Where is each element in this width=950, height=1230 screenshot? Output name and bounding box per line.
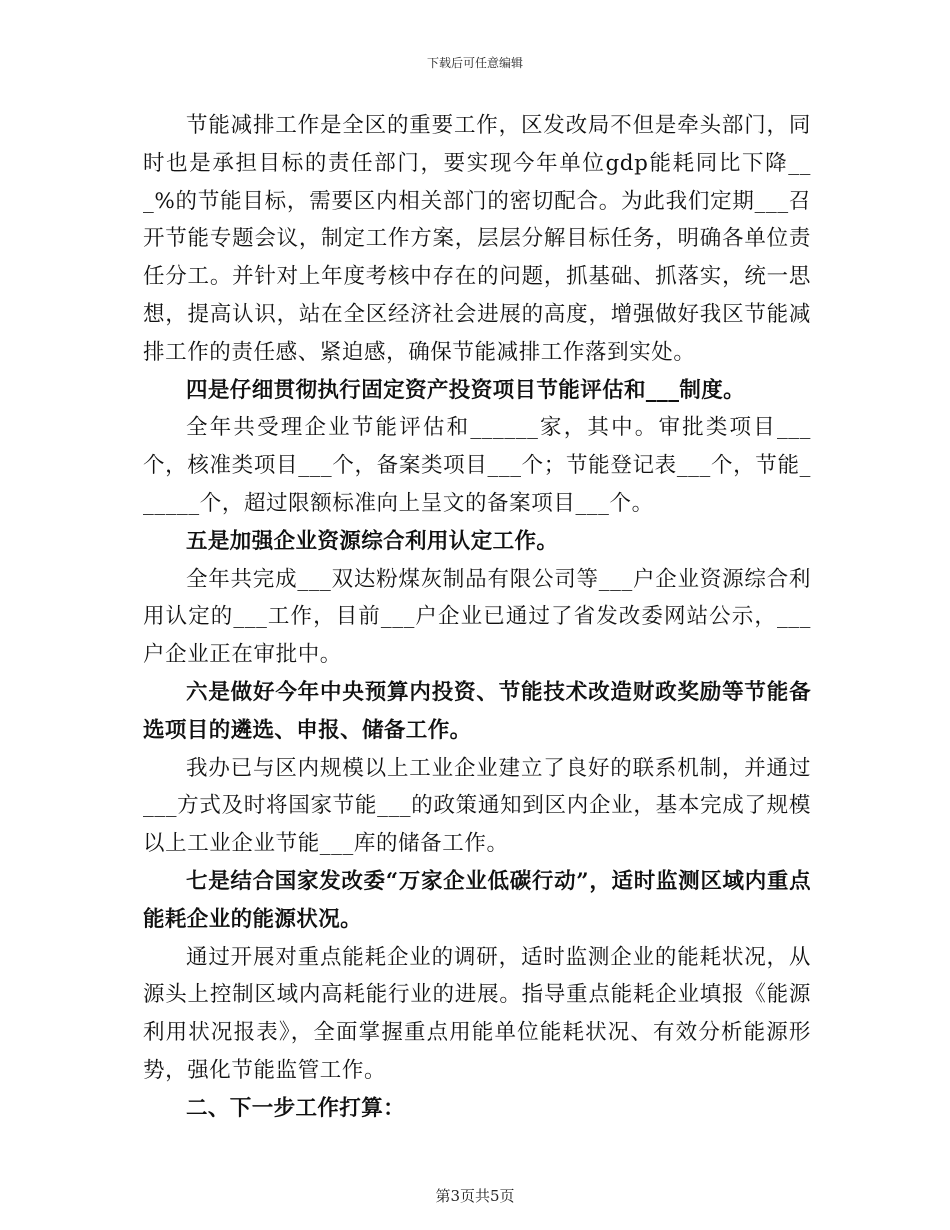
page-header: 下载后可任意编辑 — [426, 56, 523, 70]
paragraph-intro: 节能减排工作是全区的重要工作，区发改局不但是牵头部门，同时也是承担目标的责任部门，要实现今年单位gdp能耗同比下降___%的节能目标，需要区内相关部门的密切配合。为此我们定期___召开节能专题会议，制定工作方案，层层分解目标任务，明确各单位责任分工。并针对上年度考核中存在的问题，抓基础、抓落实，统一思想，提高认识，站在全区经济社会进展的高度，增强做好我区节能减排工作的责任感、紧迫感，确保节能减排工作落到实处。 — [143, 113, 811, 365]
page-number: 第3页共5页 — [435, 1187, 515, 1205]
paragraph-energy-monitoring: 通过开展对重点能耗企业的调研，适时监测企业的能耗状况，从源头上控制区域内高耗能行业的进展。指导重点能耗企业填报《能源利用状况报表》，全面掌握重点用能单位能耗状况、有效分析能源形势，强化节能监管工作。 — [143, 944, 811, 1083]
paragraph-project-reserve: 我办已与区内规模以上工业企业建立了良好的联系机制，并通过___方式及时将国家节能___的政策通知到区内企业，基本完成了规模以上工业企业节能___库的储备工作。 — [143, 755, 811, 857]
section-heading-four: 四是仔细贯彻执行固定资产投资项目节能评估和___制度。 — [186, 377, 746, 403]
section-heading-six: 六是做好今年中央预算内投资、节能技术改造财政奖励等节能备选项目的遴选、申报、储备工作。 — [143, 679, 811, 743]
section-heading-next-steps: 二、下一步工作打算： — [186, 1095, 406, 1121]
section-heading-five: 五是加强企业资源综合利用认定工作。 — [186, 528, 559, 554]
paragraph-energy-assessment: 全年共受理企业节能评估和______家，其中。审批类项目___个，核准类项目___个，备案类项目___个；节能登记表___个，节能______个，超过限额标准向上呈文的备案项目___个。 — [143, 415, 811, 516]
paragraph-resource-utilization: 全年共完成___双达粉煤灰制品有限公司等___户企业资源综合利用认定的___工作，目前___户企业已通过了省发改委网站公示，___户企业正在审批中。 — [143, 566, 811, 668]
document-body — [143, 107, 811, 1128]
section-heading-seven: 七是结合国家发改委“万家企业低碳行动”，适时监测区域内重点能耗企业的能源状况。 — [143, 868, 811, 932]
